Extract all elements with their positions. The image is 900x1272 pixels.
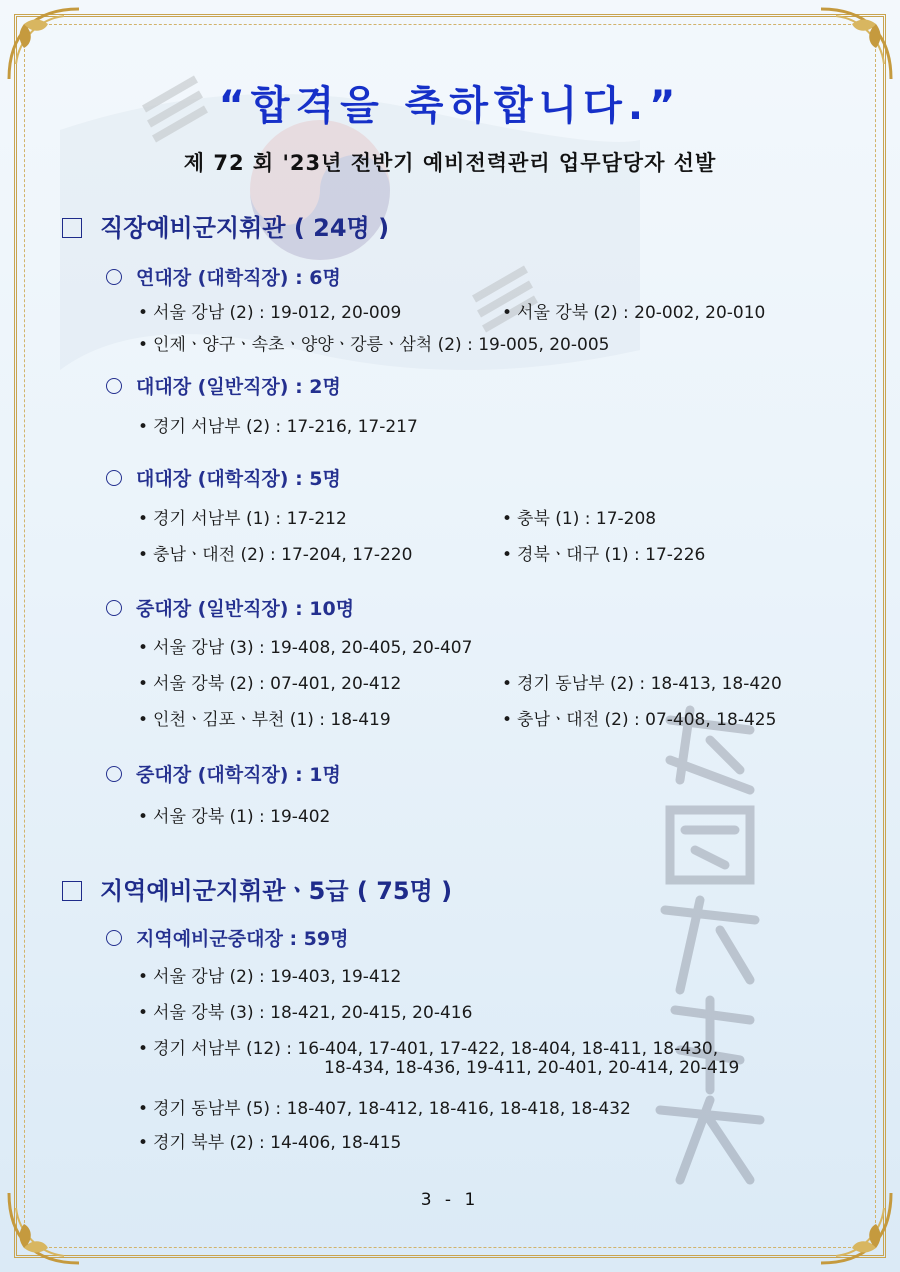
list-item: • 경기 동남부 (2) : 18-413, 18-420 [502,669,782,694]
checkbox-square-icon [62,218,82,238]
list-item: • 충남ㆍ대전 (2) : 07-408, 18-425 [502,705,776,730]
group-heading: 대대장 (일반직장) : 2명 [106,372,341,399]
list-item: • 경기 서남부 (1) : 17-212 [138,504,347,529]
list-item: • 서울 강북 (2) : 07-401, 20-412 [138,669,401,694]
circle-bullet-icon [106,269,122,285]
corner-ornament-icon [4,4,84,84]
group-heading: 중대장 (대학직장) : 1명 [106,760,341,787]
list-item: • 경북ㆍ대구 (1) : 17-226 [502,540,705,565]
group-heading: 중대장 (일반직장) : 10명 [106,594,354,621]
list-item: • 서울 강남 (2) : 19-012, 20-009 [138,298,401,323]
list-item: • 서울 강남 (2) : 19-403, 19-412 [138,962,401,987]
list-item-continuation: 18-434, 18-436, 19-411, 20-401, 20-414, 20-419 [324,1058,740,1078]
circle-bullet-icon [106,378,122,394]
circle-bullet-icon [106,470,122,486]
list-item: • 충북 (1) : 17-208 [502,504,656,529]
checkbox-square-icon [62,881,82,901]
corner-ornament-icon [816,4,896,84]
list-item: • 서울 강북 (3) : 18-421, 20-415, 20-416 [138,998,472,1023]
list-item: • 경기 서남부 (12) : 16-404, 17-401, 17-422, 18-404, 18-411, 18-430, [138,1034,718,1059]
section-heading: 지역예비군지휘관ㆍ5급 ( 75명 ) [62,871,452,906]
section-heading: 직장예비군지휘관 ( 24명 ) [62,208,389,243]
group-heading: 대대장 (대학직장) : 5명 [106,464,341,491]
page-subtitle: 제 72 회 '23년 전반기 예비전력관리 업무담당자 선발 [183,151,717,175]
page-title: “합격을 축하합니다.” [218,83,682,129]
circle-bullet-icon [106,930,122,946]
circle-bullet-icon [106,766,122,782]
list-item: • 서울 강남 (3) : 19-408, 20-405, 20-407 [138,633,472,658]
group-heading: 지역예비군중대장 : 59명 [106,924,348,951]
circle-bullet-icon [106,600,122,616]
list-item: • 서울 강북 (1) : 19-402 [138,802,330,827]
list-item: • 인천ㆍ김포ㆍ부천 (1) : 18-419 [138,705,391,730]
list-item: • 경기 북부 (2) : 14-406, 18-415 [138,1128,401,1153]
list-item: • 인제ㆍ양구ㆍ속초ㆍ양양ㆍ강릉ㆍ삼척 (2) : 19-005, 20-005 [138,330,609,355]
list-item: • 경기 서남부 (2) : 17-216, 17-217 [138,412,418,437]
group-heading: 연대장 (대학직장) : 6명 [106,263,341,290]
list-item: • 서울 강북 (2) : 20-002, 20-010 [502,298,765,323]
list-item: • 경기 동남부 (5) : 18-407, 18-412, 18-416, 18-418, 18-432 [138,1094,631,1119]
list-item: • 충남ㆍ대전 (2) : 17-204, 17-220 [138,540,412,565]
page-number: 3 - 1 [420,1190,480,1210]
